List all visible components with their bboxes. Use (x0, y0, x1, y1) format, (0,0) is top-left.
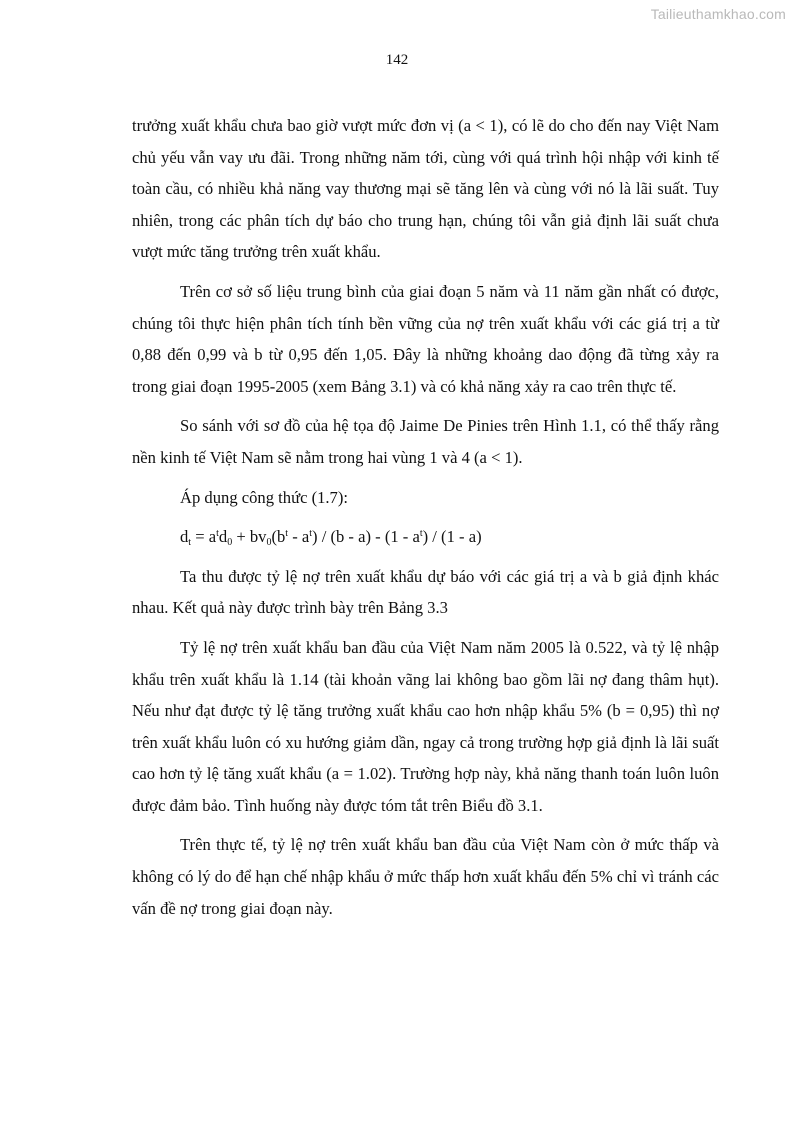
formula-rest2: ) / (1 - a) (422, 527, 482, 547)
page-number: 142 (385, 52, 409, 68)
formula-intro: Áp dụng công thức (1.7): (180, 487, 348, 507)
formula-sup-t4: t (419, 528, 423, 540)
formula-paren-b: (b (271, 527, 286, 547)
formula-d0: d (218, 527, 228, 547)
formula-sup-t3: t (309, 528, 313, 540)
paragraph-1: trưởng xuất khẩu chưa bao giờ vượt mức đơn vị (a < 1), có lẽ do cho đến nay Việt Nam chủ yếu vẫn vay ưu đãi. Trong những năm tới, cùng với quá trình hội nhập với kinh tế toàn cầu, có nhiều khả năng vay thương mại sẽ tăng lên và cùng với nó là lãi suất. Tuy nhiên, trong các phân tích dự báo cho trung hạn, chúng tôi vẫn giả định lãi suất chưa vượt mức tăng trưởng trên xuất khẩu. (132, 116, 719, 262)
paragraph-6: Trên thực tế, tỷ lệ nợ trên xuất khẩu ban đầu của Việt Nam còn ở mức thấp và không có lý do để hạn chế nhập khẩu ở mức thấp hơn xuất khẩu đến 5% chỉ vì tránh các vấn đề nợ trong giai đoạn này. (132, 835, 719, 918)
formula-d: d (180, 527, 189, 547)
formula (132, 521, 719, 553)
paragraph-3: So sánh với sơ đồ của hệ tọa độ Jaime De Pinies trên Hình 1.1, có thể thấy rằng nền kinh tế Việt Nam sẽ nằm trong hai vùng 1 và 4 (a < 1). (132, 416, 719, 467)
paragraph-5: Tỷ lệ nợ trên xuất khẩu ban đầu của Việt Nam năm 2005 là 0.522, và tỷ lệ nhập khẩu trên xuất khẩu là 1.14 (tài khoản vãng lai không bao gồm lãi nợ đang thâm hụt). Nếu như đạt được tỷ lệ tăng trưởng xuất khẩu cao hơn nhập khẩu 5% (b = 0,95) thì nợ trên xuất khẩu luôn có xu hướng giảm dần, ngay cả trong trường hợp giả định là lãi suất cao hơn tỷ lệ tăng xuất khẩu (a = 1.02). Trường hợp này, khả năng thanh toán luôn luôn được đảm bảo. Tình huống này được tóm tắt trên Biểu đồ 3.1. (132, 637, 719, 815)
formula-minus-a: - a (288, 527, 310, 547)
paragraph-4: Ta thu được tỷ lệ nợ trên xuất khẩu dự báo với các giá trị a và b giả định khác nhau. Kết quả này được trình bày trên Bảng 3.3 (132, 566, 719, 618)
formula-sub-t: t (188, 537, 192, 549)
formula-sup-t: t (216, 528, 219, 540)
formula-eq-a: = a (191, 527, 217, 547)
formula-sub-0b: 0 (266, 537, 272, 549)
watermark: Tailieuthamkhao.com (650, 6, 786, 22)
formula-plus-bv: + bv (232, 527, 267, 547)
formula-rest1: ) / (b - a) - (1 - a (312, 527, 420, 547)
formula-sup-t2: t (285, 528, 289, 540)
document-body (132, 110, 719, 932)
formula-sub-0: 0 (227, 537, 233, 549)
paragraph-2: Trên cơ sở số liệu trung bình của giai đoạn 5 năm và 11 năm gần nhất có được, chúng tôi thực hiện phân tích tính bền vững của nợ trên xuất khẩu với các giá trị a từ 0,88 đến 0,99 và b từ 0,95 đến 1,05. Đây là những khoảng dao động đã từng xảy ra trong giai đoạn 1995-2005 (xem Bảng 3.1) và có khả năng xảy ra cao trên thực tế. (132, 281, 719, 396)
